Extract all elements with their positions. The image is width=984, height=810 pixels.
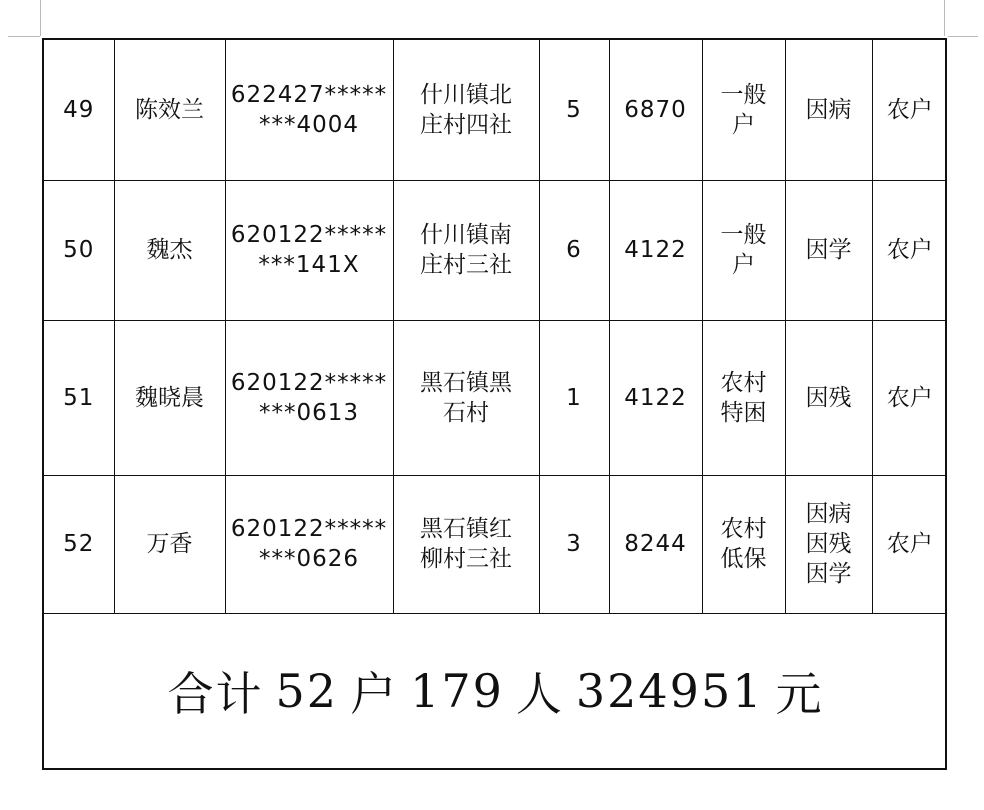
table-row xyxy=(44,40,947,180)
reason-cell xyxy=(785,180,872,320)
category-line-2: 特困 xyxy=(720,399,767,426)
reason-line: 因学 xyxy=(805,237,852,263)
amount-cell: 6870 xyxy=(609,40,702,180)
members-cell: 1 xyxy=(539,320,609,475)
id-number-line-1: 620122***** xyxy=(230,222,388,248)
category-line-1: 一般 xyxy=(720,81,767,108)
crop-mark-top-left-h xyxy=(8,36,40,37)
total-people: 179 xyxy=(410,663,504,718)
category-cell xyxy=(702,180,785,320)
id-number-line-2: ***0626 xyxy=(258,546,360,572)
address-line-1: 黑石镇黑 xyxy=(420,369,512,396)
amount-cell: 4122 xyxy=(609,180,702,320)
address-cell xyxy=(393,180,539,320)
category-line-2: 户 xyxy=(732,252,755,278)
category-line-2: 低保 xyxy=(720,546,767,572)
grand-total-row xyxy=(44,613,947,768)
reason-line: 因残 xyxy=(805,531,852,557)
name-cell: 万香 xyxy=(114,475,225,613)
members-cell: 5 xyxy=(539,40,609,180)
id-number-cell xyxy=(225,320,393,475)
row-index: 50 xyxy=(44,180,114,320)
id-number-line-2: ***0613 xyxy=(258,399,360,426)
members-cell: 3 xyxy=(539,475,609,613)
id-number-cell xyxy=(225,475,393,613)
name-cell: 魏晓晨 xyxy=(114,320,225,475)
category-line-1: 农村 xyxy=(720,369,767,396)
category-cell xyxy=(702,475,785,613)
id-number-cell xyxy=(225,40,393,180)
address-line-1: 什川镇北 xyxy=(420,81,512,108)
reason-line: 因残 xyxy=(805,384,852,411)
address-line-1: 什川镇南 xyxy=(420,222,512,248)
address-line-2: 庄村三社 xyxy=(420,252,512,278)
crop-mark-top-right-v xyxy=(944,0,945,36)
total-people-unit: 人 xyxy=(515,666,564,721)
household-type-cell: 农户 xyxy=(872,475,947,613)
address-cell xyxy=(393,320,539,475)
household-type-cell: 农户 xyxy=(872,180,947,320)
id-number-line-1: 620122***** xyxy=(230,516,388,542)
crop-mark-top-right-h xyxy=(948,36,978,37)
table-row xyxy=(44,475,947,613)
relief-roster-sheet xyxy=(42,38,947,770)
members-cell: 6 xyxy=(539,180,609,320)
id-number-line-1: 620122***** xyxy=(230,369,388,396)
total-households: 52 xyxy=(275,663,339,718)
category-cell xyxy=(702,40,785,180)
total-label: 合计 xyxy=(167,666,264,721)
id-number-line-1: 622427***** xyxy=(230,81,388,108)
category-line-1: 一般 xyxy=(720,222,767,248)
id-number-line-2: ***4004 xyxy=(258,111,360,138)
address-line-1: 黑石镇红 xyxy=(420,516,512,542)
household-type-cell: 农户 xyxy=(872,40,947,180)
crop-mark-top-left-v xyxy=(40,0,41,36)
name-cell: 陈效兰 xyxy=(114,40,225,180)
reason-cell xyxy=(785,475,872,613)
reason-cell xyxy=(785,320,872,475)
address-line-2: 柳村三社 xyxy=(420,546,512,572)
id-number-cell xyxy=(225,180,393,320)
category-cell xyxy=(702,320,785,475)
table-row xyxy=(44,180,947,320)
amount-cell: 8244 xyxy=(609,475,702,613)
id-number-line-2: ***141X xyxy=(258,252,360,278)
reason-line: 因病 xyxy=(805,501,852,527)
address-line-2: 庄村四社 xyxy=(420,111,512,138)
total-amount-unit: 元 xyxy=(775,666,824,721)
reason-line: 因病 xyxy=(805,96,852,123)
category-line-1: 农村 xyxy=(720,516,767,542)
table-row xyxy=(44,320,947,475)
household-type-cell: 农户 xyxy=(872,320,947,475)
reason-line: 因学 xyxy=(805,561,852,587)
total-households-unit: 户 xyxy=(350,666,399,721)
row-index: 49 xyxy=(44,40,114,180)
category-line-2: 户 xyxy=(732,111,755,138)
reason-cell xyxy=(785,40,872,180)
row-index: 52 xyxy=(44,475,114,613)
address-line-2: 石村 xyxy=(443,399,489,426)
name-cell: 魏杰 xyxy=(114,180,225,320)
address-cell xyxy=(393,475,539,613)
total-amount: 324951 xyxy=(575,663,764,718)
row-index: 51 xyxy=(44,320,114,475)
amount-cell: 4122 xyxy=(609,320,702,475)
address-cell xyxy=(393,40,539,180)
relief-roster-table xyxy=(44,40,947,614)
